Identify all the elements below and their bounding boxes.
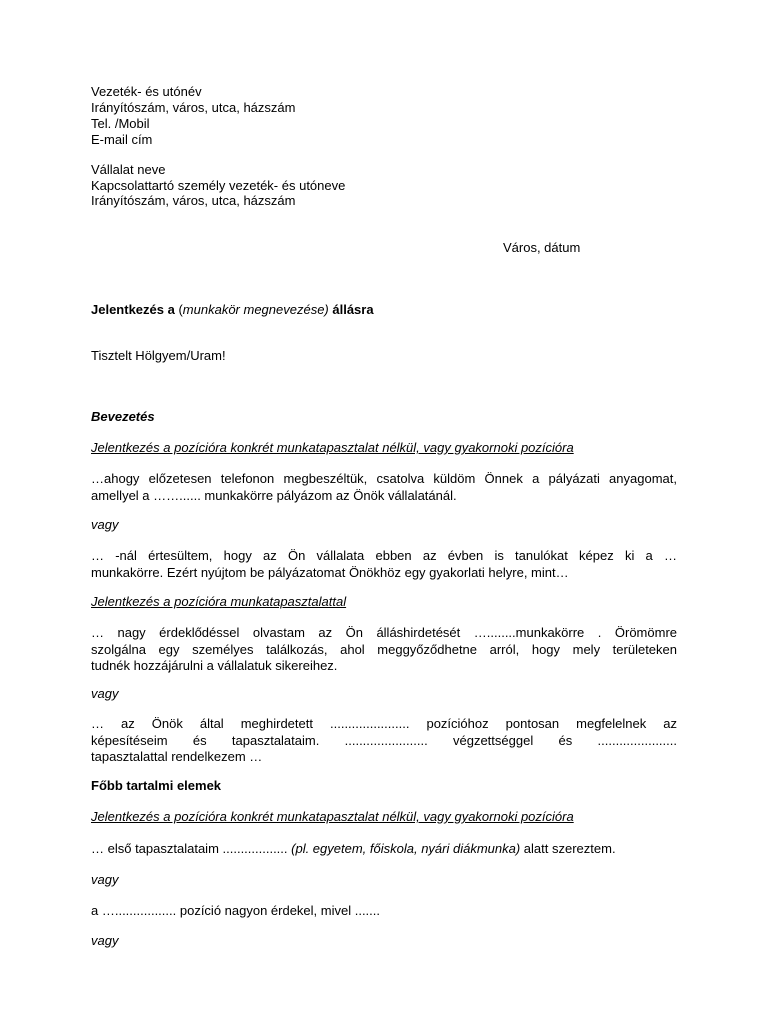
subject-line xyxy=(91,302,374,318)
intro-paragraph-1 xyxy=(91,471,677,504)
main-or-2: vagy xyxy=(91,933,119,948)
subject-position: munkakör megnevezése) xyxy=(182,302,329,317)
intro-p3-line-2: szolgálna egy személyes találkozás, ahol meggyőződhetne arról, hogy mely területeken xyxy=(91,641,677,657)
intro-p2-line-2: munkakörre. Ezért nyújtom be pályázatomat Önökhöz egy gyakorlati helyre, mint… xyxy=(91,564,569,580)
intro-p1-line-2: amellyel a ……...... munkakörre pályázom az Önök vállalatánál. xyxy=(91,487,457,503)
subject-open-paren: ( xyxy=(178,302,183,317)
greeting: Tisztelt Hölgyem/Uram! xyxy=(91,348,226,363)
sender-email: E-mail cím xyxy=(91,132,153,147)
intro-p3-line-3: tudnék hozzájárulni a vállalatuk sikereihez. xyxy=(91,658,338,673)
subject-suffix: állásra xyxy=(328,302,374,317)
sender-phone: Tel. /Mobil xyxy=(91,116,150,131)
subject-prefix: Jelentkezés a xyxy=(91,302,179,317)
intro-p4-line-2: képesítéseim és tapasztalataim. ....................... végzettséggel és ...................... xyxy=(91,732,677,748)
sender-name: Vezeték- és utónév xyxy=(91,84,202,99)
sender-address: Irányítószám, város, utca, házszám xyxy=(91,100,296,115)
main-paragraph-2: a …................. pozíció nagyon érdekel, mivel ....... xyxy=(91,903,381,918)
intro-paragraph-4 xyxy=(91,716,677,766)
intro-p1-line-1: …ahogy előzetesen telefonon megbeszéltük, csatolva küldöm Önnek a pályázati anyagomat, xyxy=(91,471,677,486)
recipient-address: Irányítószám, város, utca, házszám xyxy=(91,193,296,208)
recipient-company: Vállalat neve xyxy=(91,162,166,177)
main-heading: Főbb tartalmi elemek xyxy=(91,778,222,793)
main-p1-end: alatt szereztem. xyxy=(520,841,616,856)
main-subheading-no-experience: Jelentkezés a pozícióra konkrét munkatapasztalat nélkül, vagy gyakornoki pozícióra xyxy=(91,809,574,824)
recipient-contact: Kapcsolattartó személy vezeték- és utóneve xyxy=(91,178,346,193)
main-p1-start: … első tapasztalataim .................. xyxy=(91,841,292,856)
intro-p3-line-1: … nagy érdeklődéssel olvastam az Ön álláshirdetését …........munkakörre . Örömömre xyxy=(91,625,677,640)
intro-p2-line-1: … -nál értesültem, hogy az Ön vállalata ebben az évben is tanulókat képez ki a … xyxy=(91,548,677,563)
intro-p4-line-3: tapasztalattal rendelkezem … xyxy=(91,749,263,764)
intro-heading: Bevezetés xyxy=(91,409,155,424)
intro-subheading-with-experience: Jelentkezés a pozícióra munkatapasztalattal xyxy=(91,594,347,609)
place-date: Város, dátum xyxy=(503,240,581,255)
main-or-1: vagy xyxy=(91,872,119,887)
intro-paragraph-3 xyxy=(91,625,677,675)
intro-p4-line-1: … az Önök által meghirdetett ...................... pozícióhoz pontosan megfelelnek az xyxy=(91,716,677,731)
intro-or-1: vagy xyxy=(91,517,119,532)
intro-or-2: vagy xyxy=(91,686,119,701)
main-p1-examples: (pl. egyetem, főiskola, nyári diákmunka) xyxy=(291,841,521,856)
intro-paragraph-2 xyxy=(91,548,677,581)
intro-subheading-no-experience: Jelentkezés a pozícióra konkrét munkatapasztalat nélkül, vagy gyakornoki pozícióra xyxy=(91,440,574,455)
main-paragraph-1 xyxy=(91,841,616,857)
